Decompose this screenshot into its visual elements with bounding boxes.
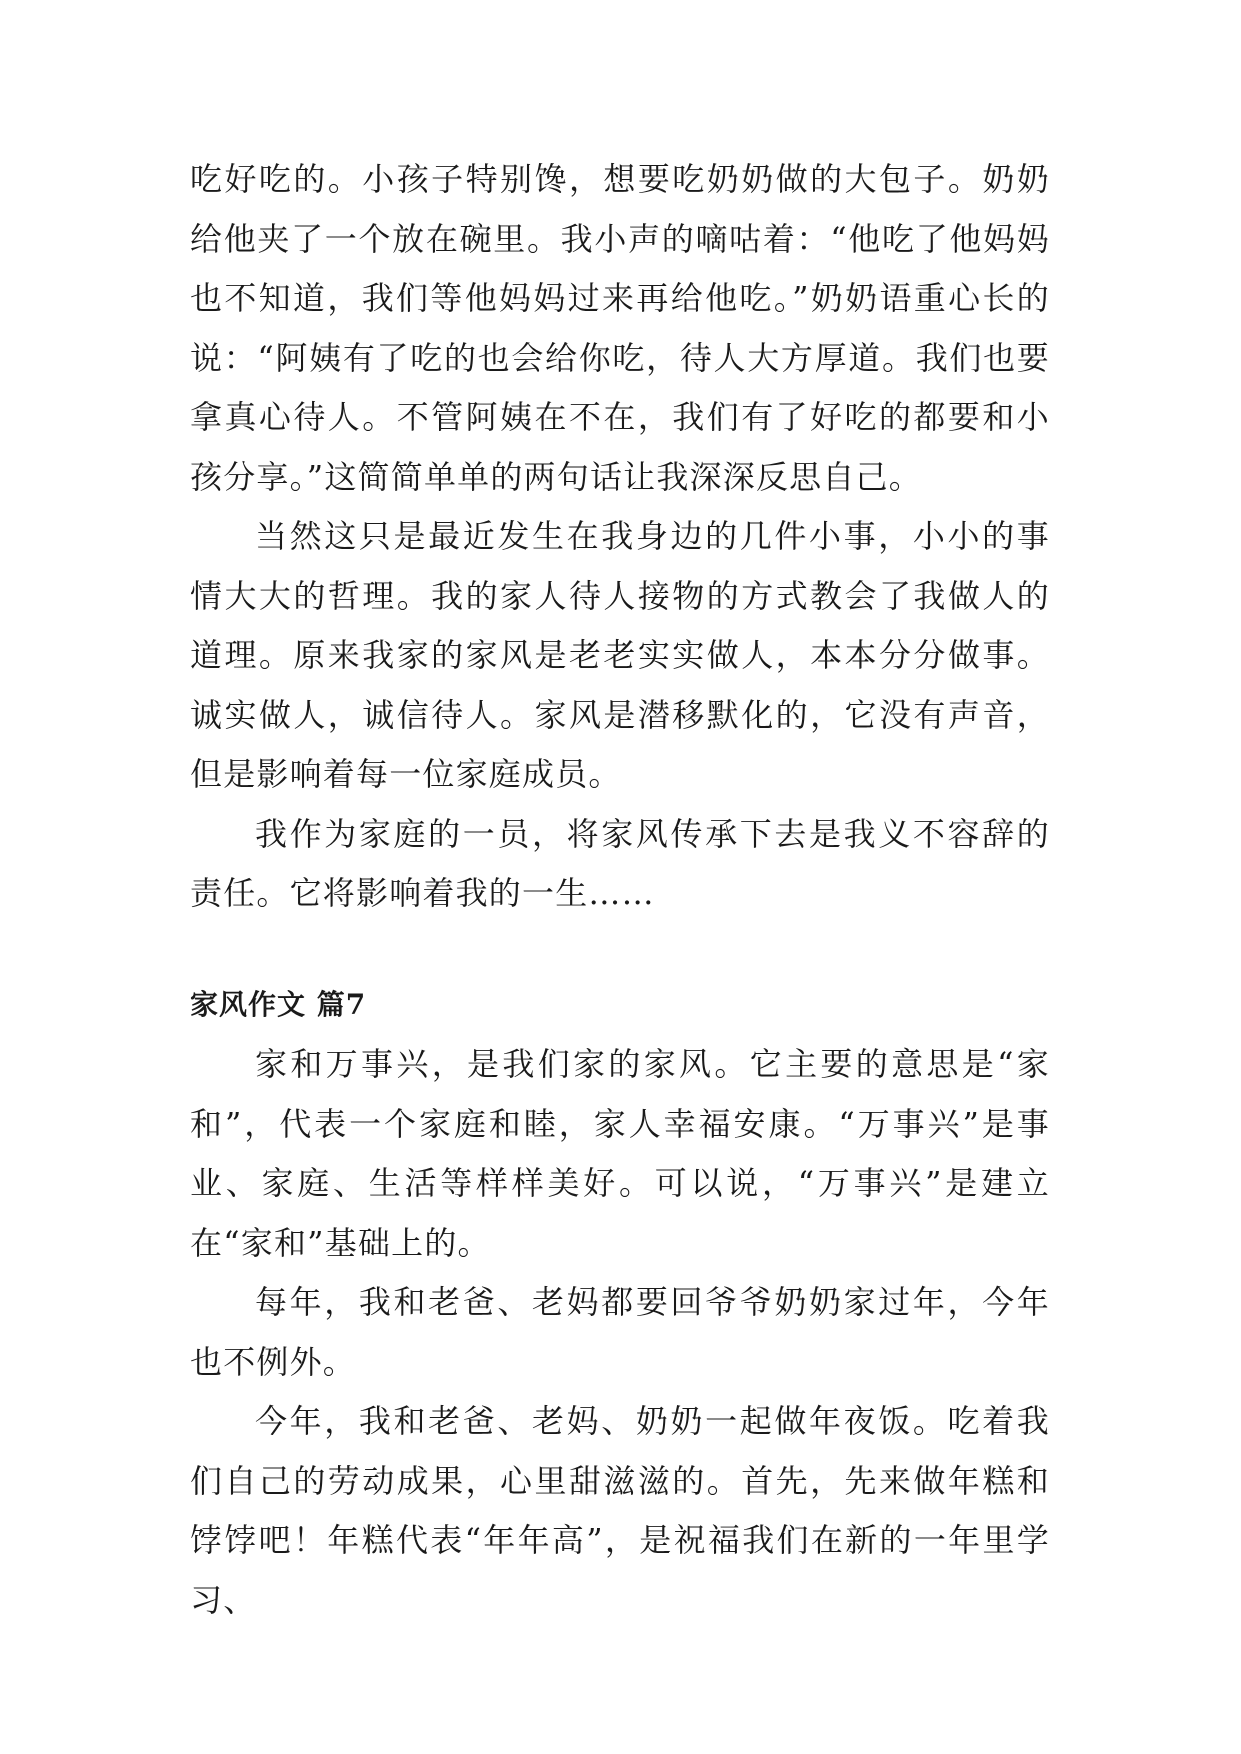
paragraph-continuation: 吃好吃的。小孩子特别馋，想要吃奶奶做的大包子。奶奶给他夹了一个放在碗里。我小声的嘀咕着：“他吃了他妈妈也不知道，我们等他妈妈过来再给他吃。”奶奶语重心长的说：“阿姨有了吃的也会给你吃，待人大方厚道。我们也要拿真心待人。不管阿姨在不在，我们有了好吃的都要和小孩分享。”这简简单单的两句话让我深深反思自己。: [190, 160, 1050, 496]
paragraph-new-year: 每年，我和老爸、老妈都要回爷爷奶奶家过年，今年也不例外。: [190, 1283, 1050, 1381]
paragraph-jiahe: 家和万事兴，是我们家的家风。它主要的意思是“家和”，代表一个家庭和睦，家人幸福安康。“万事兴”是事业、家庭、生活等样样美好。可以说，“万事兴”是建立在“家和”基础上的。: [190, 1045, 1050, 1262]
paragraph-responsibility: 我作为家庭的一员，将家风传承下去是我义不容辞的责任。它将影响着我的一生……: [190, 814, 1050, 912]
paragraph-dinner: 今年，我和老爸、老妈、奶奶一起做年夜饭。吃着我们自己的劳动成果，心里甜滋滋的。首先，先来做年糕和饽饽吧！年糕代表“年年高”，是祝福我们在新的一年里学习、: [190, 1402, 1050, 1619]
section-heading: 家风作文 篇7: [190, 988, 367, 1021]
paragraph-family-values: 当然这只是最近发生在我身边的几件小事，小小的事情大大的哲理。我的家人待人接物的方式教会了我做人的道理。原来我家的家风是老老实实做人，本本分分做事。诚实做人，诚信待人。家风是潜移默化的，它没有声音，但是影响着每一位家庭成员。: [190, 517, 1050, 793]
section-one: [190, 150, 1050, 924]
section-two: [190, 1035, 1050, 1630]
